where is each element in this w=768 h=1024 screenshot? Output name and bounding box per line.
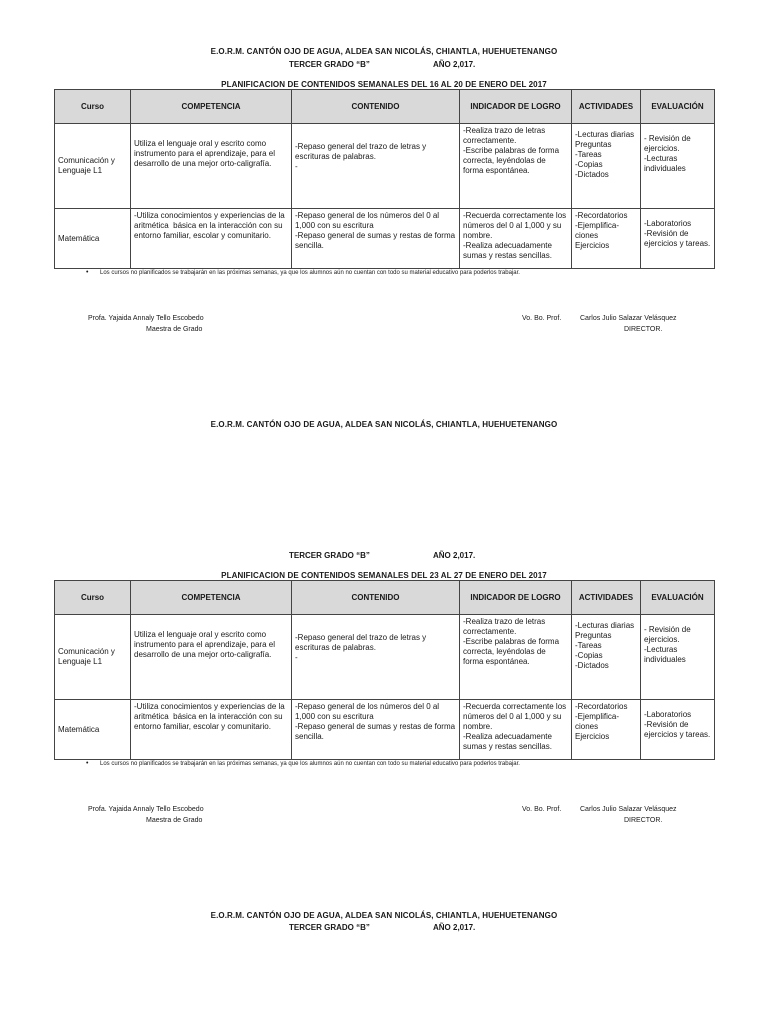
actividades-cell: -Recordatorios -Ejemplifica-ciones Ejercicios [572, 700, 641, 760]
director-name: Carlos Julio Salazar Velásquez [580, 806, 677, 813]
director-name: Carlos Julio Salazar Velásquez [580, 315, 677, 322]
actividades-cell: -Lecturas diarias Preguntas -Tareas -Copias -Dictados [572, 124, 641, 209]
teacher-role: Maestra de Grado [146, 326, 203, 333]
director-role: DIRECTOR. [624, 817, 663, 824]
competencia-cell: -Utiliza conocimientos y experiencias de la aritmética básica en la interacción con su entorno familiar, escolar y comunitario. [131, 700, 292, 760]
table-row [55, 615, 715, 700]
note-text: • Los cursos no planificados se trabajarán en las próximas semanas, ya que los alumnos aún no cuentan con todo su material educativo para poderlos trabajar. [100, 270, 520, 276]
indicador-cell: -Realiza trazo de letras correctamente. -Escribe palabras de forma correcta, leyéndolas de forma espontánea. [460, 615, 572, 700]
indicador-cell: -Realiza trazo de letras correctamente. -Escribe palabras de forma correcta, leyéndolas de forma espontánea. [460, 124, 572, 209]
table-row [55, 700, 715, 760]
year-label: AÑO 2,017. [433, 551, 476, 560]
year-label: AÑO 2,017. [433, 923, 476, 932]
teacher-name: Profa. Yajaida Annaly Tello Escobedo [88, 806, 204, 813]
header-curso: Curso [55, 90, 131, 124]
competencia-cell: Utiliza el lenguaje oral y escrito como instrumento para el aprendizaje, para el desarrollo de una mejor orto-caligrafía. [131, 615, 292, 700]
header-indicador: INDICADOR DE LOGRO [460, 581, 572, 615]
grade-label: TERCER GRADO “B” [289, 60, 370, 69]
header-contenido: CONTENIDO [292, 90, 460, 124]
plan-title: PLANIFICACION DE CONTENIDOS SEMANALES DEL 23 AL 27 DE ENERO DEL 2017 [221, 571, 547, 580]
contenido-cell: -Repaso general de los números del 0 al 1,000 con su escritura -Repaso general de sumas y restas de forma sencilla. [292, 209, 460, 269]
contenido-cell: -Repaso general del trazo de letras y escrituras de palabras. - [292, 615, 460, 700]
course-cell: Comunicación y Lenguaje L1 [55, 615, 131, 700]
plan-title: PLANIFICACION DE CONTENIDOS SEMANALES DEL 16 AL 20 DE ENERO DEL 2017 [221, 80, 547, 89]
actividades-cell: -Recordatorios -Ejemplifica-ciones Ejercicios [572, 209, 641, 269]
header-indicador: INDICADOR DE LOGRO [460, 90, 572, 124]
actividades-cell: -Lecturas diarias Preguntas -Tareas -Copias -Dictados [572, 615, 641, 700]
school-heading: E.O.R.M. CANTÓN OJO DE AGUA, ALDEA SAN NICOLÁS, CHIANTLA, HUEHUETENANGO [210, 47, 558, 56]
header-competencia: COMPETENCIA [131, 581, 292, 615]
header-actividades: ACTIVIDADES [572, 90, 641, 124]
table-row [55, 124, 715, 209]
table-header-row [55, 581, 715, 615]
header-competencia: COMPETENCIA [131, 90, 292, 124]
school-heading: E.O.R.M. CANTÓN OJO DE AGUA, ALDEA SAN NICOLÁS, CHIANTLA, HUEHUETENANGO [210, 420, 558, 429]
planning-table [54, 580, 715, 760]
table-header-row [55, 90, 715, 124]
year-label: AÑO 2,017. [433, 60, 476, 69]
header-evaluacion: EVALUACIÓN [641, 581, 715, 615]
competencia-cell: -Utiliza conocimientos y experiencias de la aritmética básica en la interacción con su entorno familiar, escolar y comunitario. [131, 209, 292, 269]
evaluacion-cell: -Laboratorios -Revisión de ejercicios y tareas. [641, 700, 715, 760]
vobo-label: Vo. Bo. Prof. [522, 806, 562, 813]
director-role: DIRECTOR. [624, 326, 663, 333]
table-row [55, 209, 715, 269]
vobo-label: Vo. Bo. Prof. [522, 315, 562, 322]
header-evaluacion: EVALUACIÓN [641, 90, 715, 124]
header-curso: Curso [55, 581, 131, 615]
header-contenido: CONTENIDO [292, 581, 460, 615]
grade-label: TERCER GRADO “B” [289, 551, 370, 560]
teacher-name: Profa. Yajaida Annaly Tello Escobedo [88, 315, 204, 322]
evaluacion-cell: - Revisión de ejercicios. -Lecturas individuales [641, 615, 715, 700]
indicador-cell: -Recuerda correctamente los números del 0 al 1,000 y su nombre. -Realiza adecuadamente sumas y restas sencillas. [460, 700, 572, 760]
evaluacion-cell: - Revisión de ejercicios. -Lecturas individuales [641, 124, 715, 209]
grade-label: TERCER GRADO “B” [289, 923, 370, 932]
teacher-role: Maestra de Grado [146, 817, 203, 824]
course-cell: Comunicación y Lenguaje L1 [55, 124, 131, 209]
evaluacion-cell: -Laboratorios -Revisión de ejercicios y tareas. [641, 209, 715, 269]
course-cell: Matemática [55, 700, 131, 760]
school-heading: E.O.R.M. CANTÓN OJO DE AGUA, ALDEA SAN NICOLÁS, CHIANTLA, HUEHUETENANGO [210, 911, 558, 920]
contenido-cell: -Repaso general de los números del 0 al 1,000 con su escritura -Repaso general de sumas y restas de forma sencilla. [292, 700, 460, 760]
planning-table [54, 89, 715, 269]
competencia-cell: Utiliza el lenguaje oral y escrito como instrumento para el aprendizaje, para el desarrollo de una mejor orto-caligrafía. [131, 124, 292, 209]
note-text: • Los cursos no planificados se trabajarán en las próximas semanas, ya que los alumnos aún no cuentan con todo su material educativo para poderlos trabajar. [100, 761, 520, 767]
header-actividades: ACTIVIDADES [572, 581, 641, 615]
contenido-cell: -Repaso general del trazo de letras y escrituras de palabras. - [292, 124, 460, 209]
course-cell: Matemática [55, 209, 131, 269]
indicador-cell: -Recuerda correctamente los números del 0 al 1,000 y su nombre. -Realiza adecuadamente sumas y restas sencillas. [460, 209, 572, 269]
